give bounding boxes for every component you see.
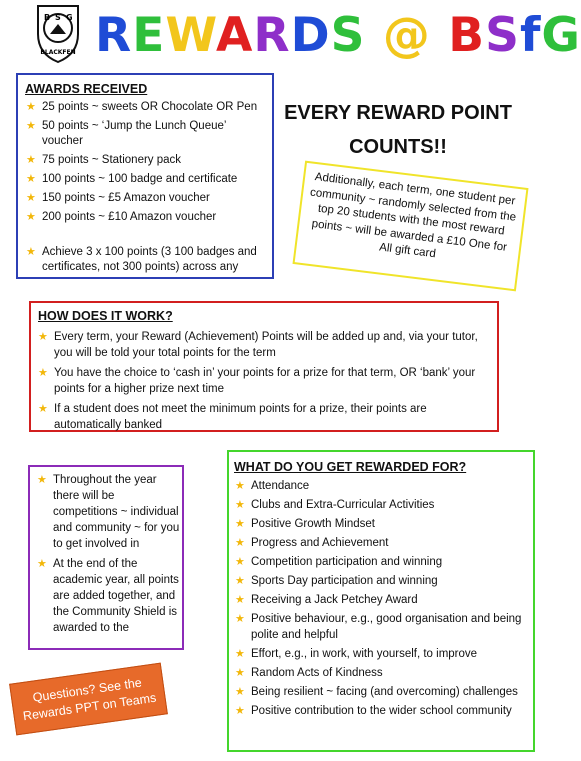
reward-reason-item-text: Positive contribution to the wider school community	[251, 704, 512, 717]
logo-name: BLACKFEN	[40, 49, 76, 56]
star-bullet-icon: ★	[26, 173, 36, 185]
community-item	[35, 472, 180, 552]
reward-reason-item	[233, 704, 528, 720]
reward-reason-item	[233, 536, 528, 552]
star-bullet-icon: ★	[235, 704, 245, 717]
reward-reason-item-text: Being resilient ~ facing (and overcoming) challenges	[251, 685, 518, 698]
award-item-text: 100 points ~ 100 badge and certificate	[42, 173, 238, 185]
reward-reason-item	[233, 517, 528, 533]
community-item-text: At the end of the academic year, all points are added together, and the Community Shield is awarded to the	[53, 558, 179, 634]
reward-reason-item	[233, 612, 528, 643]
title-letter: E	[132, 8, 166, 63]
star-bullet-icon: ★	[26, 154, 36, 166]
reward-reason-item	[233, 647, 528, 663]
reward-reason-item	[233, 593, 528, 609]
title-letter: @	[382, 8, 431, 63]
award-item	[24, 229, 268, 241]
community-item-text: Throughout the year there will be competitions ~ individual and community ~ for you to get involved in	[53, 474, 180, 550]
star-bullet-icon: ★	[38, 403, 48, 415]
title-letter	[366, 8, 383, 63]
award-item	[24, 119, 268, 149]
award-item-text: 50 points ~ ‘Jump the Lunch Queue’ voucher	[42, 120, 227, 147]
reward-reason-item	[233, 555, 528, 571]
how-item	[36, 401, 486, 433]
reward-reason-item-text: Random Acts of Kindness	[251, 666, 383, 679]
awards-list	[24, 100, 268, 279]
headline	[262, 96, 534, 164]
title-letter: W	[165, 8, 217, 63]
logo-letter-g: G	[66, 13, 73, 22]
award-item	[24, 191, 268, 206]
award-item-text: 25 points ~ sweets OR Chocolate OR Pen	[42, 101, 258, 113]
star-bullet-icon: ★	[235, 518, 245, 530]
reward-reason-item	[233, 574, 528, 590]
school-logo	[34, 4, 82, 64]
title-letter: f	[519, 8, 542, 63]
how-item-text: You have the choice to ‘cash in’ your points for a prize for that term, OR ‘bank’ your points for a higher prize next time	[54, 367, 476, 395]
how-heading: HOW DOES IT WORK?	[38, 309, 173, 323]
star-bullet-icon: ★	[235, 685, 245, 698]
reward-reason-item-text: Receiving a Jack Petchey Award	[251, 594, 418, 606]
awards-box	[16, 73, 274, 279]
how-item	[36, 329, 486, 361]
how-item-text: Every term, your Reward (Achievement) Points will be added up and, via your tutor, you will be told your total points for the term	[54, 331, 478, 359]
page-title	[95, 6, 581, 66]
award-item	[24, 100, 268, 115]
star-bullet-icon: ★	[26, 120, 36, 132]
star-bullet-icon: ★	[26, 101, 36, 113]
star-bullet-icon: ★	[235, 537, 245, 549]
headline-line2: COUNTS!!	[349, 136, 447, 158]
gift-card-note: Additionally, each term, one student per community ~ randomly selected from the top 20 students with the most reward points ~ will be awarded a £10 One for All gift card	[293, 161, 529, 292]
star-bullet-icon: ★	[235, 594, 245, 606]
award-item	[24, 153, 268, 168]
award-item	[24, 210, 268, 225]
star-bullet-icon: ★	[37, 558, 47, 570]
star-bullet-icon: ★	[235, 499, 245, 511]
title-letter: R	[95, 8, 133, 63]
title-letter: R	[253, 8, 291, 63]
reward-reason-item-text: Progress and Achievement	[251, 537, 389, 549]
reward-reason-item	[233, 666, 528, 682]
title-letter: G	[541, 8, 581, 63]
title-letter	[431, 8, 448, 63]
reward-reason-item-text: Positive Growth Mindset	[251, 518, 375, 530]
star-bullet-icon: ★	[26, 211, 36, 223]
star-bullet-icon: ★	[235, 480, 245, 492]
star-bullet-icon: ★	[235, 613, 245, 625]
reward-reason-item	[233, 685, 528, 701]
star-bullet-icon: ★	[37, 474, 47, 486]
reward-reason-item-text: Competition participation and winning	[251, 556, 443, 568]
reward-reason-item-text: Clubs and Extra-Curricular Activities	[251, 499, 435, 511]
community-item	[35, 556, 180, 636]
how-box	[29, 301, 499, 432]
how-item	[36, 365, 486, 397]
star-bullet-icon: ★	[38, 367, 48, 379]
title-letter: A	[216, 8, 254, 63]
rewarded-heading: WHAT DO YOU GET REWARDED FOR?	[234, 460, 467, 474]
title-letter: S	[330, 8, 366, 63]
logo-letter-s: S	[55, 13, 61, 22]
award-item	[24, 172, 268, 187]
reward-reason-item-text: Effort, e.g., in work, with yourself, to improve	[251, 647, 478, 660]
award-item-text: Achieve 3 x 100 points (3 100 badges and certificates, not 300 points) across any	[42, 246, 257, 273]
how-item-text: If a student does not meet the minimum points for a prize, their points are automatically banked	[54, 403, 427, 431]
questions-sticker: Questions? See the Rewards PPT on Teams	[9, 663, 168, 736]
award-item	[24, 245, 268, 275]
star-bullet-icon: ★	[26, 192, 36, 204]
star-bullet-icon: ★	[235, 647, 245, 660]
awards-heading: AWARDS RECEIVED	[25, 82, 148, 96]
community-list	[35, 472, 180, 640]
reward-reason-item-text: Positive behaviour, e.g., good organisation and being polite and helpful	[251, 613, 522, 641]
logo-letter-b: B	[44, 13, 51, 22]
reward-reason-item-text: Attendance	[251, 480, 310, 492]
title-letter: B	[448, 8, 486, 63]
star-bullet-icon: ★	[235, 666, 245, 679]
rewarded-box	[227, 450, 535, 752]
community-box	[28, 465, 184, 650]
star-bullet-icon: ★	[235, 556, 245, 568]
reward-reason-item	[233, 498, 528, 514]
reward-reason-item-text: Sports Day participation and winning	[251, 575, 438, 587]
how-list	[36, 329, 486, 437]
award-item-text: 150 points ~ £5 Amazon voucher	[42, 192, 210, 204]
award-item-text: 200 points ~ £10 Amazon voucher	[42, 211, 217, 223]
star-bullet-icon: ★	[26, 246, 36, 258]
title-letter: S	[485, 8, 520, 63]
award-item-text: 75 points ~ Stationery pack	[42, 154, 182, 166]
star-bullet-icon: ★	[38, 331, 48, 343]
rewarded-list	[233, 479, 528, 723]
title-letter: D	[290, 8, 331, 63]
star-bullet-icon: ★	[235, 575, 245, 587]
reward-reason-item	[233, 479, 528, 495]
headline-line1: EVERY REWARD POINT	[284, 102, 512, 124]
